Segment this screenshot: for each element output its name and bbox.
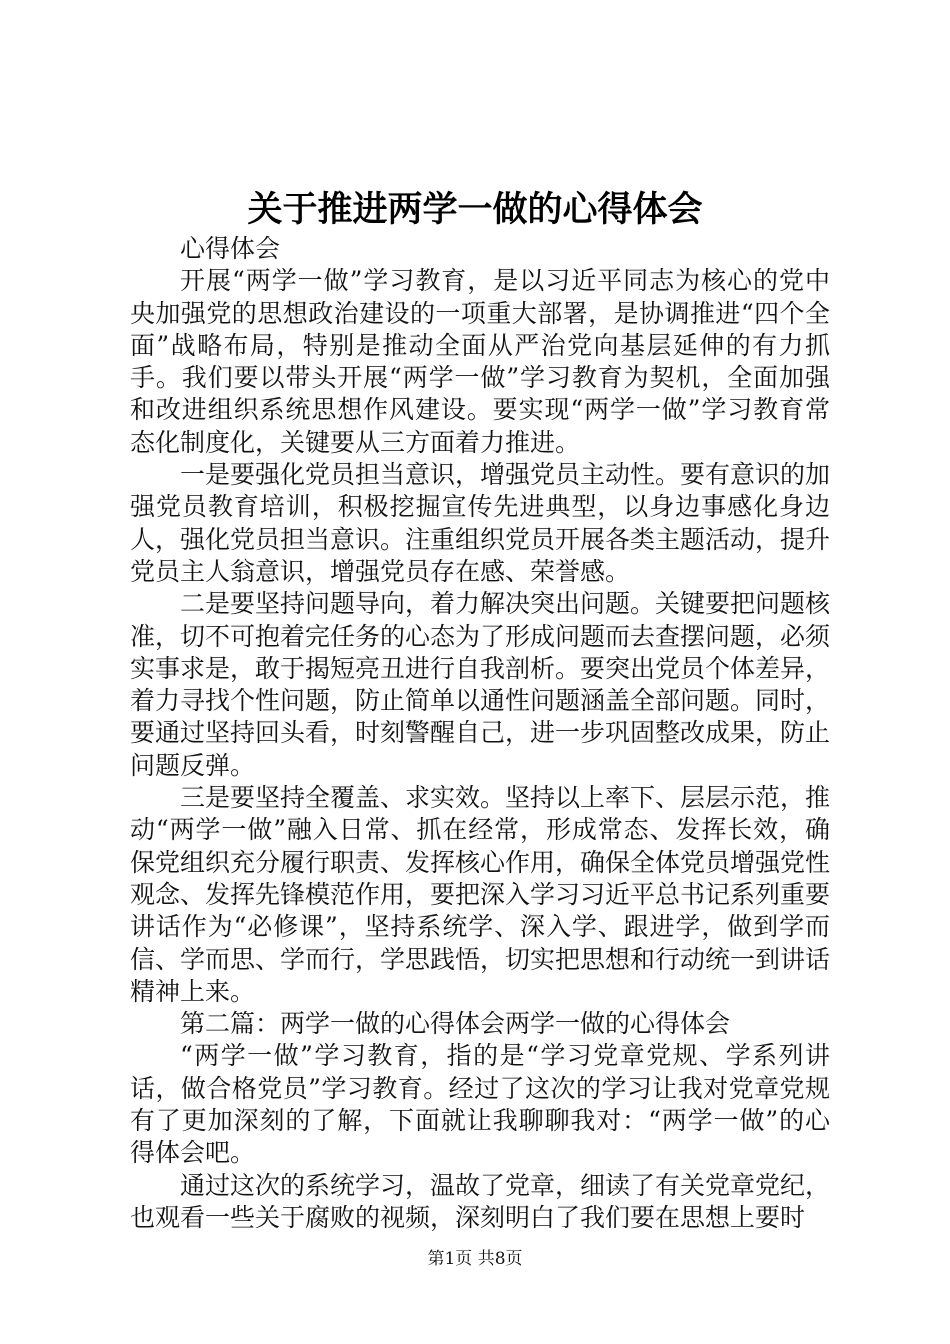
paragraph: 二是要坚持问题导向，着力解决突出问题。关键要把问题核准，切不可抱着完任务的心态为了形成问题而去查摆问题，必须实事求是，敢于揭短亮丑进行自我剖析。要突出党员个体差异，着力寻找个性问题，防止简单以通性问题涵盖全部问题。同时，要通过坚持回头看，时刻警醒自己，进一步巩固整改成果，防止问题反弹。	[130, 589, 831, 780]
document-body	[130, 233, 830, 1234]
paragraph: “两学一做”学习教育，指的是“学习党章党规、学系列讲话，做合格党员”学习教育。经过了这次的学习让我对党章党规有了更加深刻的了解，下面就让我聊聊我对：“两学一做”的心得体会吧。	[130, 1041, 830, 1168]
paragraph: 心得体会	[180, 234, 281, 263]
paragraph: 三是要坚持全覆盖、求实效。坚持以上率下、层层示范，推动“两学一做”融入日常、抓在经常，形成常态、发挥长效，确保党组织充分履行职责、发挥核心作用，确保全体党员增强党性观念、发挥先锋模范作用，要把深入学习习近平总书记系列重要讲话作为“必修课”，坚持系统学、深入学、跟进学，做到学而信、学而思、学而行，学思践悟，切实把思想和行动统一到讲话精神上来。	[130, 783, 831, 1006]
page-footer: 第1页 共8页	[427, 1249, 523, 1269]
paragraph: 通过这次的系统学习，温故了党章，细读了有关党章党纪，也观看一些关于腐败的视频，深刻明白了我们要在思想上要时	[130, 1170, 831, 1232]
paragraph: 一是要强化党员担当意识，增强党员主动性。要有意识的加强党员教育培训，积极挖掘宣传先进典型，以身边事感化身边人，强化党员担当意识。注重组织党员开展各类主题活动，提升党员主人翁意识，增强党员存在感、荣誉感。	[130, 460, 831, 586]
paragraph: 开展“两学一做”学习教育，是以习近平同志为核心的党中央加强党的思想政治建设的一项重大部署，是协调推进“四个全面”战略布局，特别是推动全面从严治党向基层延伸的有力抓手。我们要以带头开展“两学一做”学习教育为契机，全面加强和改进组织系统思想作风建设。要实现“两学一做”学习教育常态化制度化，关键要从三方面着力推进。	[130, 266, 830, 457]
paragraph: 第二篇：两学一做的心得体会两学一做的心得体会	[180, 1009, 731, 1039]
document-title: 关于推进两学一做的心得体会	[247, 190, 703, 230]
